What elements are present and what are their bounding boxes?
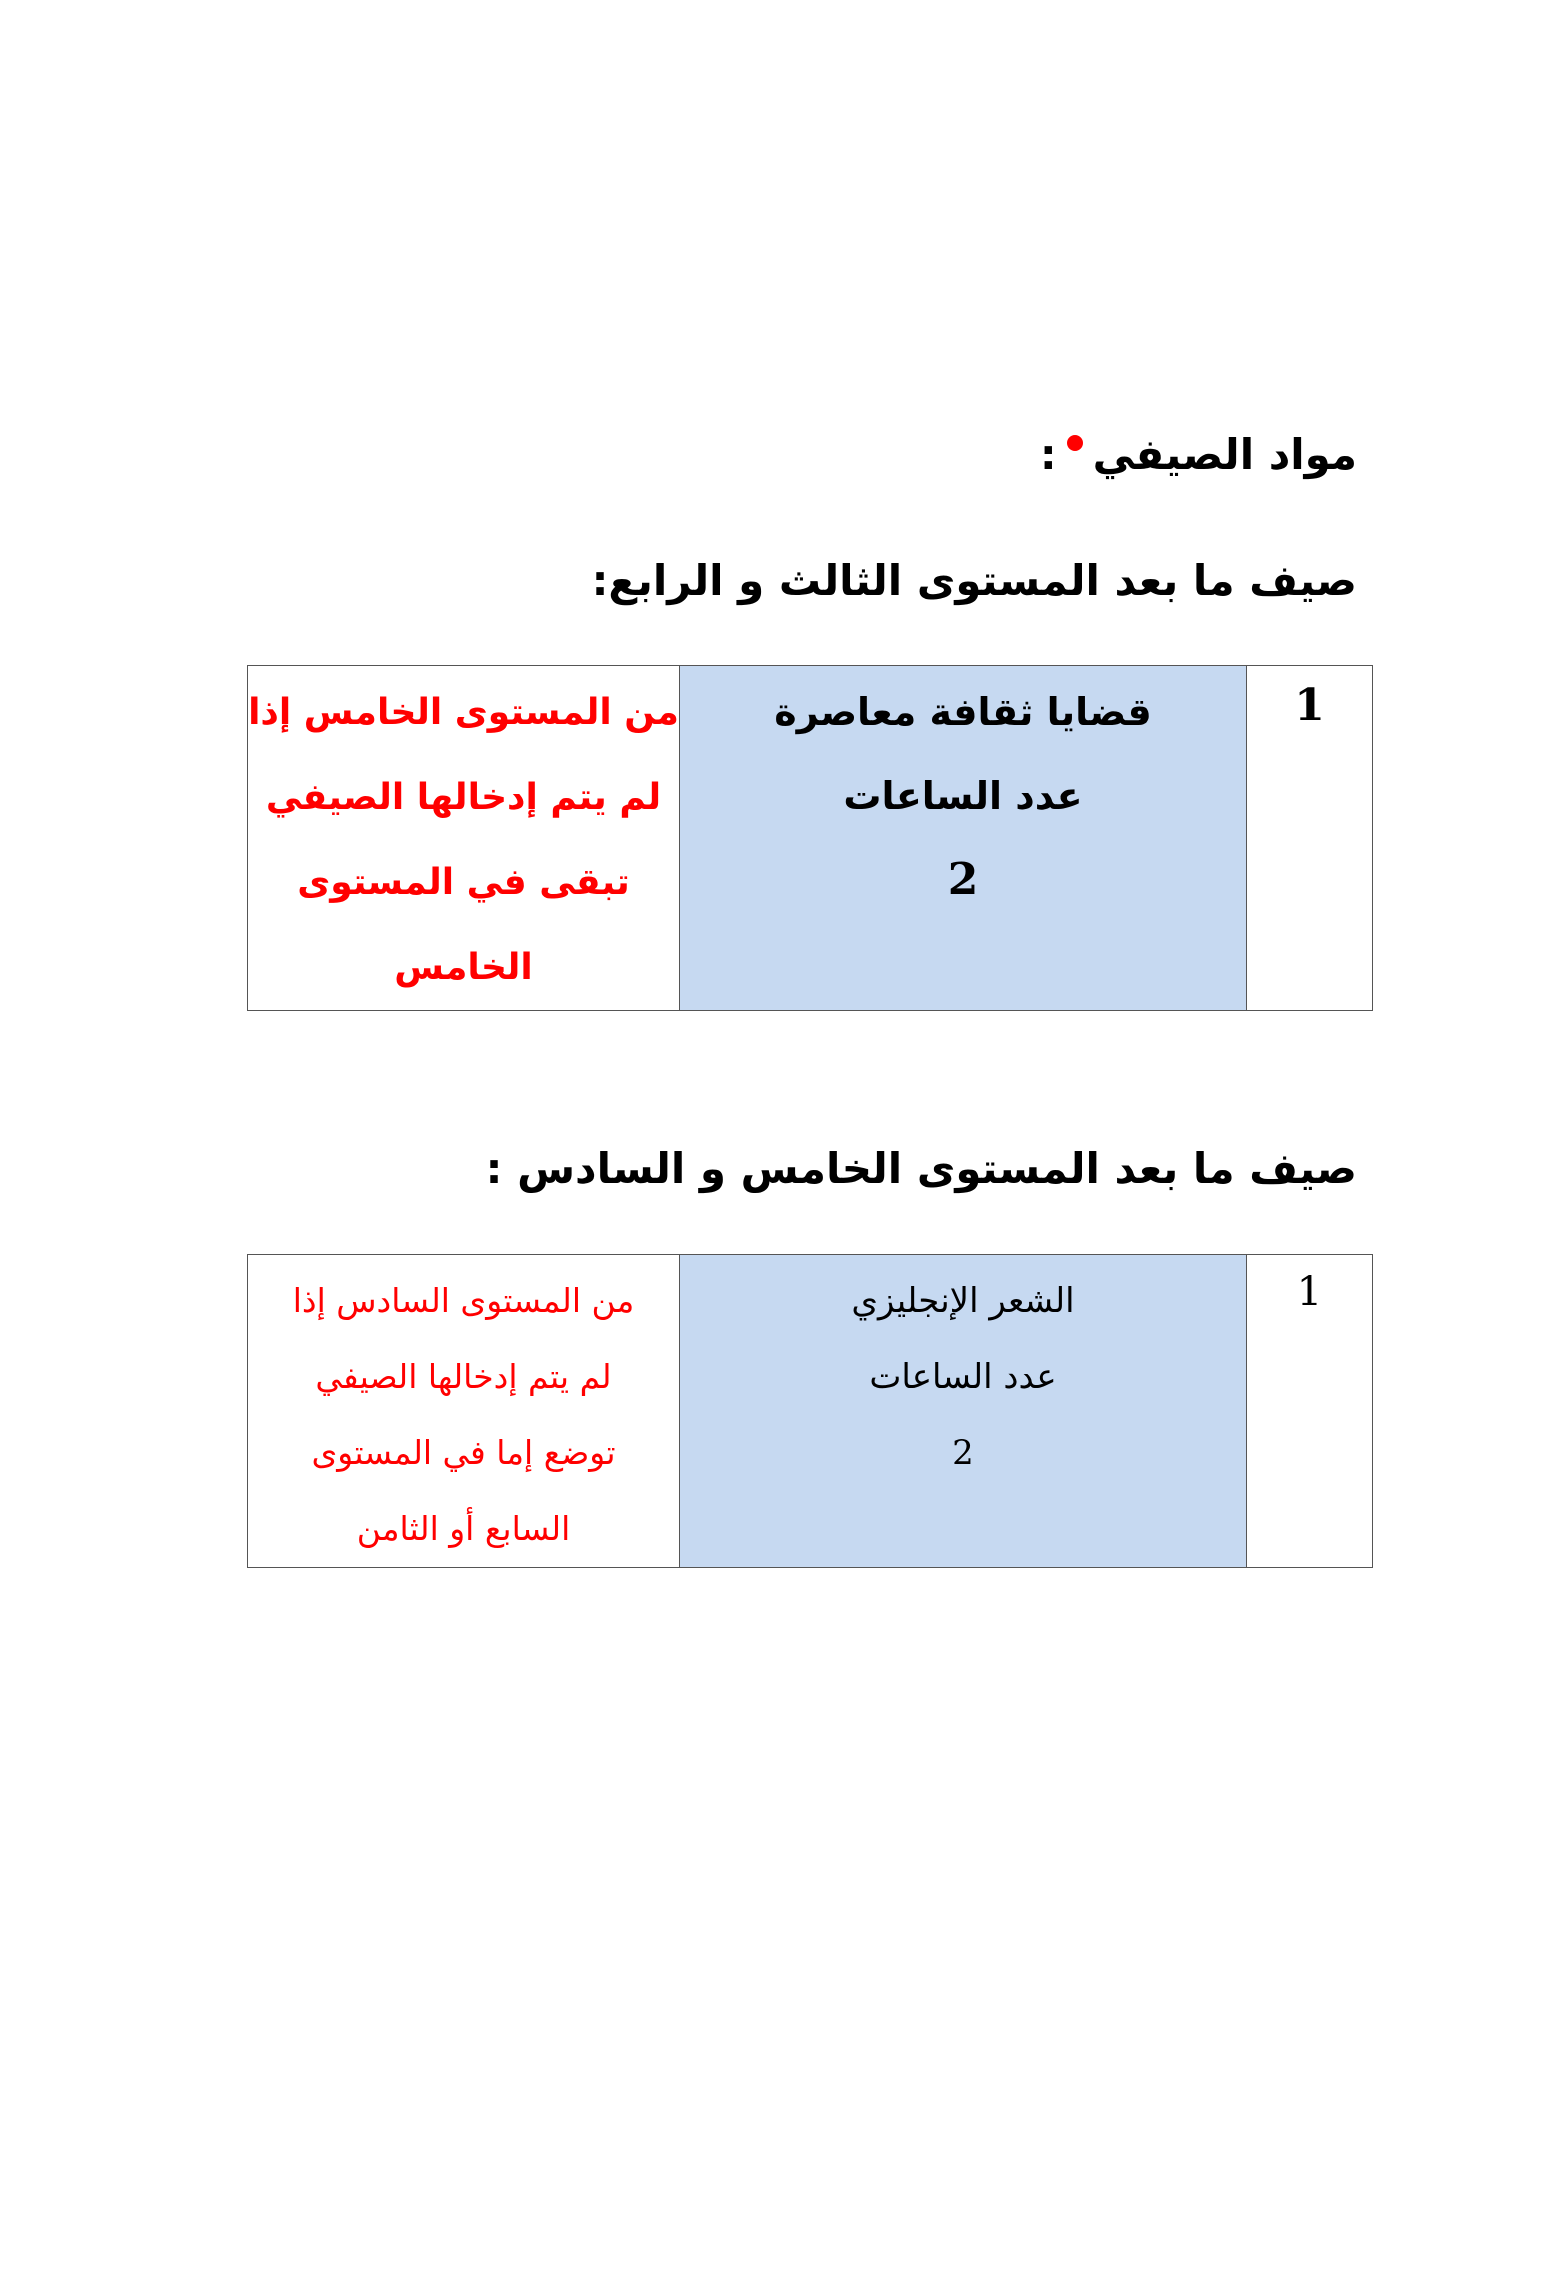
hours-value: 2	[952, 1433, 974, 1473]
course-cell	[680, 666, 1247, 1011]
section-1-table	[247, 665, 1373, 1011]
note-line: من المستوى الخامس إذا	[248, 692, 679, 733]
table-row	[248, 1255, 1373, 1568]
course-cell	[680, 1255, 1247, 1568]
course-name: قضايا ثقافة معاصرة	[774, 690, 1152, 734]
note-line: لم يتم إدخالها الصيفي	[265, 777, 662, 818]
course-name: الشعر الإنجليزي	[851, 1281, 1075, 1321]
note-line: الخامس	[394, 947, 533, 988]
note-line: من المستوى السادس إذا	[292, 1281, 635, 1320]
hours-value: 2	[947, 854, 979, 905]
main-heading	[1040, 432, 1357, 478]
row-number-cell	[1247, 1255, 1373, 1568]
note-line: السابع أو الثامن	[356, 1509, 571, 1548]
row-number-cell	[1247, 666, 1373, 1011]
note-cell	[248, 1255, 680, 1568]
main-heading-title: مواد الصيفي	[1092, 430, 1357, 479]
row-number: 1	[1294, 680, 1325, 731]
hours-label: عدد الساعات	[843, 774, 1083, 818]
section-1-heading: صيف ما بعد المستوى الثالث و الرابع:	[591, 556, 1357, 605]
section-2-table	[247, 1254, 1373, 1568]
main-heading-colon: :	[1039, 430, 1057, 479]
hours-label: عدد الساعات	[869, 1357, 1057, 1397]
section-2-heading: صيف ما بعد المستوى الخامس و السادس :	[485, 1144, 1357, 1193]
table-row	[248, 666, 1373, 1011]
note-cell	[248, 666, 680, 1011]
note-line: لم يتم إدخالها الصيفي	[315, 1357, 612, 1396]
row-number: 1	[1296, 1269, 1323, 1315]
red-dot-bullet-icon	[1067, 435, 1083, 451]
note-line: تبقى في المستوى	[297, 862, 630, 903]
note-line: توضع إما في المستوى	[311, 1433, 616, 1472]
